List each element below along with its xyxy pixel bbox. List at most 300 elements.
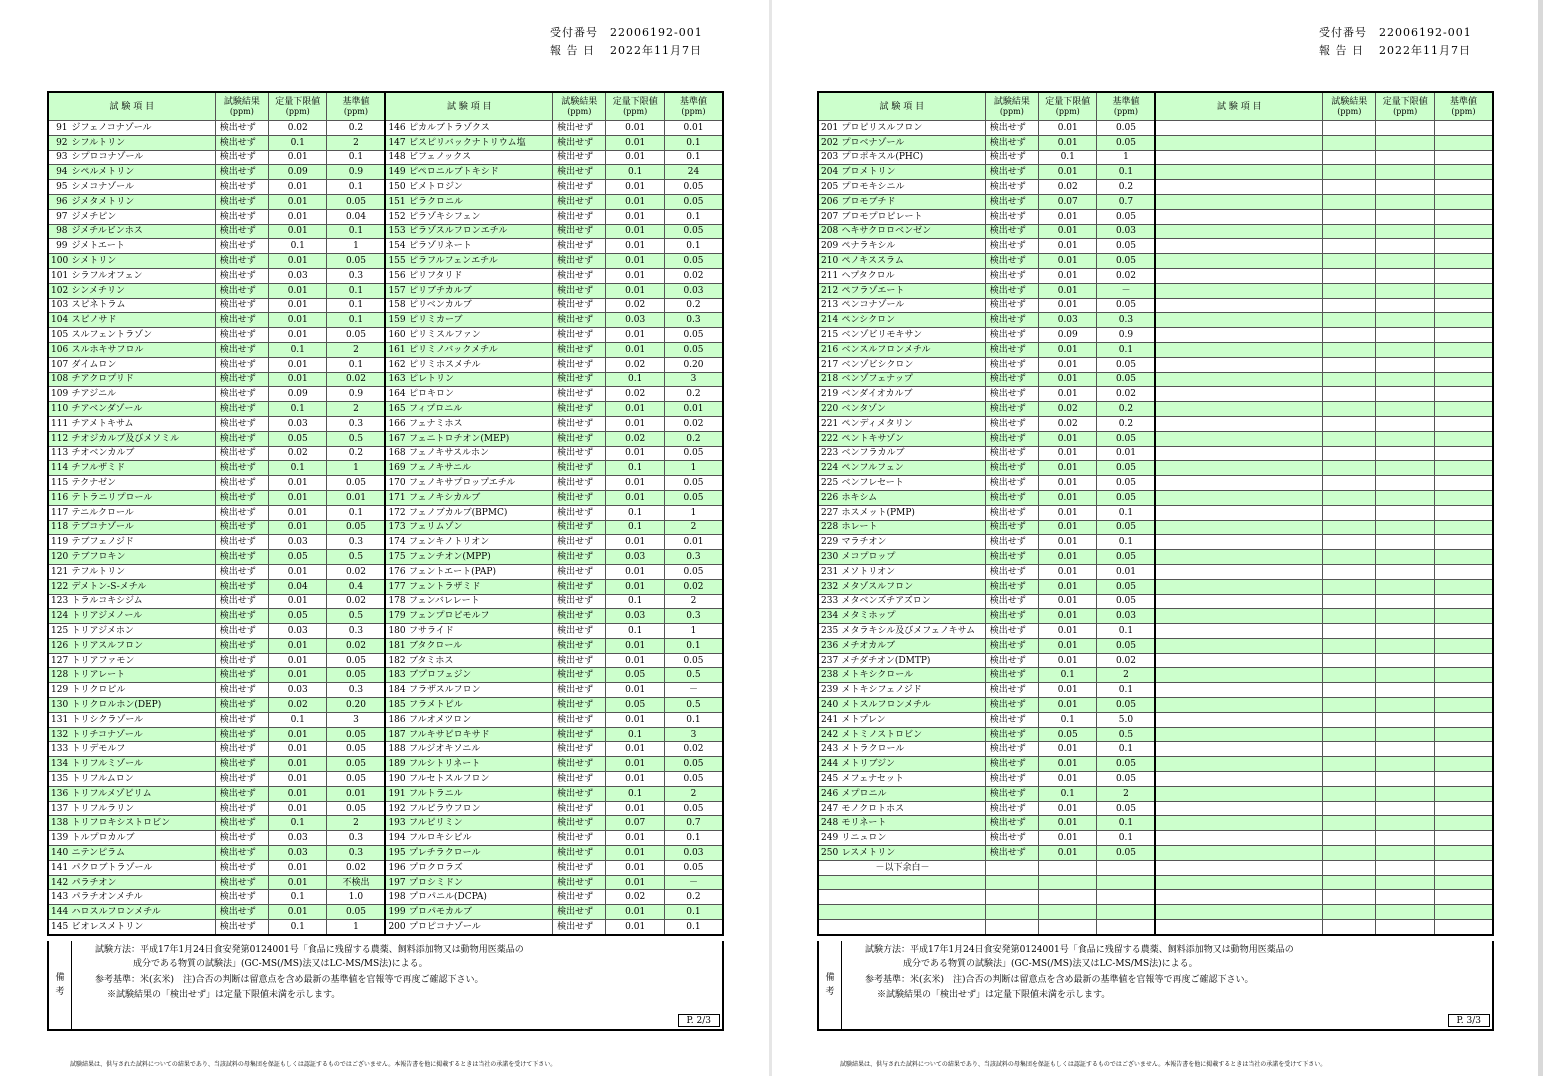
table-row <box>818 609 1493 624</box>
test-result: 検出せず <box>985 180 1038 195</box>
empty-cell <box>1434 638 1493 653</box>
item-name: フェノキサスルホン <box>407 446 553 461</box>
quantitation-limit: 0.01 <box>606 875 664 890</box>
empty-cell <box>1155 653 1177 668</box>
test-result: 検出せず <box>985 357 1038 372</box>
standard-value: 0.05 <box>1097 254 1155 269</box>
item-name: フラザスルフロン <box>407 683 553 698</box>
item-name: メトリブジン <box>840 757 986 772</box>
test-result: 検出せず <box>215 594 268 609</box>
empty-cell <box>985 920 1038 935</box>
empty-cell <box>1323 875 1376 890</box>
test-result: 検出せず <box>215 653 268 668</box>
test-result: 検出せず <box>553 520 606 535</box>
test-result: 検出せず <box>215 742 268 757</box>
empty-cell <box>1155 254 1177 269</box>
item-number: 93 <box>48 150 70 165</box>
quantitation-limit: 0.01 <box>269 786 327 801</box>
item-number: 129 <box>48 683 70 698</box>
test-result: 検出せず <box>553 328 606 343</box>
item-number: 204 <box>818 165 840 180</box>
test-result: 検出せず <box>215 727 268 742</box>
empty-cell <box>1155 313 1177 328</box>
item-name: トリアジメホン <box>70 624 216 639</box>
test-result: 検出せず <box>985 328 1038 343</box>
standard-value: 0.1 <box>327 357 385 372</box>
quantitation-limit: 0.01 <box>269 520 327 535</box>
notes-label: 備 考 <box>819 941 842 1029</box>
empty-cell <box>1155 757 1177 772</box>
test-result: 検出せず <box>553 357 606 372</box>
test-result: 検出せず <box>215 431 268 446</box>
test-result: 検出せず <box>553 402 606 417</box>
empty-cell <box>1434 683 1493 698</box>
table-row <box>818 638 1493 653</box>
quantitation-limit: 0.02 <box>269 446 327 461</box>
item-number: 216 <box>818 342 840 357</box>
table-row <box>818 387 1493 402</box>
test-result: 検出せず <box>553 239 606 254</box>
test-result: 検出せず <box>553 209 606 224</box>
empty-cell <box>1376 875 1434 890</box>
test-result: 検出せず <box>985 653 1038 668</box>
quantitation-limit: 0.01 <box>606 653 664 668</box>
table-row <box>818 342 1493 357</box>
standard-value: 0.02 <box>664 742 723 757</box>
quantitation-limit: 0.01 <box>606 905 664 920</box>
empty-cell <box>1177 372 1323 387</box>
empty-cell <box>1434 476 1493 491</box>
quantitation-limit: 0.1 <box>1039 668 1097 683</box>
table-row <box>48 624 723 639</box>
item-number: 157 <box>385 283 407 298</box>
item-name: ホキシム <box>840 490 986 505</box>
column-header-standard-unit: (ppm) <box>1451 106 1476 116</box>
test-result: 検出せず <box>215 135 268 150</box>
empty-cell <box>1323 920 1376 935</box>
empty-cell <box>1177 801 1323 816</box>
quantitation-limit: 0.09 <box>269 165 327 180</box>
quantitation-limit: 0.01 <box>1039 520 1097 535</box>
item-number: 95 <box>48 180 70 195</box>
item-name: チアジニル <box>70 387 216 402</box>
standard-value: 0.5 <box>1097 727 1155 742</box>
table-row <box>818 905 1493 920</box>
table-row <box>48 209 723 224</box>
item-number: 127 <box>48 653 70 668</box>
table-row <box>818 431 1493 446</box>
item-number: 200 <box>385 920 407 935</box>
standard-value: 2 <box>1097 786 1155 801</box>
standard-value: 0.1 <box>1097 831 1155 846</box>
quantitation-limit: 0.01 <box>269 194 327 209</box>
quantitation-limit: 0.1 <box>269 135 327 150</box>
standard-value: 0.05 <box>664 757 723 772</box>
item-number: 246 <box>818 786 840 801</box>
test-result: 検出せず <box>553 890 606 905</box>
standard-value: 0.1 <box>327 150 385 165</box>
empty-cell <box>1434 505 1493 520</box>
empty-cell <box>1155 387 1177 402</box>
column-header-loq-unit: (ppm) <box>285 106 310 116</box>
standard-value: 0.05 <box>327 742 385 757</box>
column-header-loq-unit: (ppm) <box>623 106 648 116</box>
empty-cell <box>1177 772 1323 787</box>
test-result: 検出せず <box>985 446 1038 461</box>
empty-cell <box>1323 387 1376 402</box>
column-header-result-unit: (ppm) <box>1337 106 1362 116</box>
empty-cell <box>1155 594 1177 609</box>
quantitation-limit: 0.01 <box>606 638 664 653</box>
test-result: 検出せず <box>553 579 606 594</box>
quantitation-limit: 0.01 <box>606 683 664 698</box>
empty-cell <box>1155 342 1177 357</box>
table-row <box>48 268 723 283</box>
receipt-number: 22006192-001 <box>1379 26 1472 39</box>
item-number: 109 <box>48 387 70 402</box>
empty-cell <box>1376 239 1434 254</box>
standard-value: 0.1 <box>327 313 385 328</box>
item-name: トルプロカルブ <box>70 831 216 846</box>
table-row <box>818 150 1493 165</box>
quantitation-limit: 0.01 <box>269 476 327 491</box>
test-result: 検出せず <box>985 831 1038 846</box>
test-result: 検出せず <box>553 875 606 890</box>
empty-cell <box>1155 816 1177 831</box>
empty-cell <box>1155 535 1177 550</box>
item-name: マラチオン <box>840 535 986 550</box>
test-result: 検出せず <box>985 239 1038 254</box>
empty-cell <box>1155 564 1177 579</box>
test-result: 検出せず <box>985 550 1038 565</box>
table-row <box>48 875 723 890</box>
item-name: チアベンダゾール <box>70 402 216 417</box>
empty-cell <box>1434 224 1493 239</box>
empty-cell <box>1177 757 1323 772</box>
standard-value: 0.5 <box>664 698 723 713</box>
item-name: テニルクロール <box>70 505 216 520</box>
item-name: ダイムロン <box>70 357 216 372</box>
empty-cell <box>1177 727 1323 742</box>
standard-value: 1 <box>327 920 385 935</box>
item-name: プロポキスル(PHC) <box>840 150 986 165</box>
standard-value: 2 <box>664 594 723 609</box>
item-number: 201 <box>818 121 840 136</box>
standard-value: 2 <box>327 402 385 417</box>
standard-value: 0.3 <box>327 268 385 283</box>
empty-cell <box>1177 194 1323 209</box>
quantitation-limit: 0.04 <box>269 579 327 594</box>
item-name: メタラキシル及びメフェノキサム <box>840 624 986 639</box>
item-number: 185 <box>385 698 407 713</box>
table-row <box>818 283 1493 298</box>
column-header-standard-title: 基準値 <box>679 96 707 107</box>
item-name: フルロキシピル <box>407 831 553 846</box>
quantitation-limit: 0.09 <box>1039 328 1097 343</box>
item-name: ピラゾリネート <box>407 239 553 254</box>
quantitation-limit: 0.07 <box>606 816 664 831</box>
empty-cell <box>1155 860 1177 875</box>
table-row <box>48 860 723 875</box>
column-header-item: 試 験 項 目 <box>1155 92 1322 121</box>
empty-cell <box>818 905 840 920</box>
empty-cell <box>1323 416 1376 431</box>
test-result: 検出せず <box>215 550 268 565</box>
test-result: 検出せず <box>553 742 606 757</box>
empty-cell <box>1434 535 1493 550</box>
empty-cell <box>1434 357 1493 372</box>
empty-cell <box>1376 165 1434 180</box>
test-result: 検出せず <box>553 505 606 520</box>
quantitation-limit: 0.05 <box>606 668 664 683</box>
quantitation-limit: 0.01 <box>1039 446 1097 461</box>
empty-cell <box>1323 698 1376 713</box>
item-name: ペナラキシル <box>840 239 986 254</box>
item-name: ベンフラカルブ <box>840 446 986 461</box>
empty-cell <box>1434 254 1493 269</box>
test-result: 検出せず <box>985 298 1038 313</box>
item-name: ピレトリン <box>407 372 553 387</box>
empty-cell <box>1376 209 1434 224</box>
item-name: レスメトリン <box>840 846 986 861</box>
empty-cell <box>1376 890 1434 905</box>
table-row <box>818 831 1493 846</box>
empty-cell <box>1155 905 1177 920</box>
test-result: 検出せず <box>215 342 268 357</box>
standard-value: － <box>664 875 723 890</box>
empty-cell <box>1434 846 1493 861</box>
item-number: 198 <box>385 890 407 905</box>
empty-cell <box>1323 194 1376 209</box>
empty-cell <box>1177 387 1323 402</box>
standard-value: 0.02 <box>327 594 385 609</box>
empty-cell <box>1323 801 1376 816</box>
empty-cell <box>1177 239 1323 254</box>
standard-value: 0.3 <box>664 550 723 565</box>
item-name: テブコナゾール <box>70 520 216 535</box>
item-name: ビメトロジン <box>407 180 553 195</box>
test-result: 検出せず <box>985 313 1038 328</box>
quantitation-limit: 0.01 <box>1039 283 1097 298</box>
table-row <box>818 180 1493 195</box>
item-name: ピリミスルファン <box>407 328 553 343</box>
item-number: 145 <box>48 920 70 935</box>
table-row <box>48 594 723 609</box>
test-result: 検出せず <box>215 860 268 875</box>
item-name: フルオメツロン <box>407 712 553 727</box>
quantitation-limit: 0.01 <box>606 831 664 846</box>
item-name: フェナミホス <box>407 416 553 431</box>
standard-value: 0.05 <box>1097 476 1155 491</box>
item-name: チオジカルブ及びメソミル <box>70 431 216 446</box>
empty-cell <box>1434 831 1493 846</box>
test-result: 検出せず <box>985 594 1038 609</box>
item-number: 248 <box>818 816 840 831</box>
test-result: 検出せず <box>215 165 268 180</box>
item-number: 203 <box>818 150 840 165</box>
table-row <box>818 135 1493 150</box>
empty-cell <box>1323 135 1376 150</box>
test-result: 検出せず <box>553 135 606 150</box>
empty-cell <box>1376 638 1434 653</box>
standard-value: 0.5 <box>327 550 385 565</box>
empty-cell <box>1376 683 1434 698</box>
empty-cell <box>1155 328 1177 343</box>
table-row <box>48 283 723 298</box>
test-result: 検出せず <box>985 609 1038 624</box>
empty-cell <box>1323 890 1376 905</box>
test-result: 検出せず <box>553 372 606 387</box>
quantitation-limit: 0.01 <box>606 772 664 787</box>
quantitation-limit: 0.01 <box>1039 624 1097 639</box>
empty-cell <box>1376 816 1434 831</box>
empty-cell <box>1376 698 1434 713</box>
table-row <box>818 446 1493 461</box>
item-number: 148 <box>385 150 407 165</box>
table-row <box>48 224 723 239</box>
table-row <box>48 831 723 846</box>
item-number: 116 <box>48 490 70 505</box>
item-number: 94 <box>48 165 70 180</box>
test-result: 検出せず <box>553 165 606 180</box>
standard-value: 0.1 <box>1097 816 1155 831</box>
item-name: メトスルフロンメチル <box>840 698 986 713</box>
quantitation-limit: 0.01 <box>1039 816 1097 831</box>
item-number: 241 <box>818 712 840 727</box>
quantitation-limit: 0.03 <box>606 609 664 624</box>
item-number: 168 <box>385 446 407 461</box>
standard-value: 0.7 <box>1097 194 1155 209</box>
standard-value: 0.3 <box>327 846 385 861</box>
table-row <box>48 313 723 328</box>
empty-cell <box>1155 786 1177 801</box>
test-result: 検出せず <box>215 446 268 461</box>
standard-value: 0.05 <box>1097 698 1155 713</box>
item-name: ピラフルフェンエチル <box>407 254 553 269</box>
empty-cell <box>1177 150 1323 165</box>
empty-cell <box>1177 180 1323 195</box>
empty-cell <box>1376 920 1434 935</box>
empty-cell <box>1434 550 1493 565</box>
item-number: 207 <box>818 209 840 224</box>
quantitation-limit: 0.09 <box>269 387 327 402</box>
quantitation-limit: 0.05 <box>606 698 664 713</box>
item-number: 105 <box>48 328 70 343</box>
quantitation-limit: 0.01 <box>1039 387 1097 402</box>
table-row <box>818 624 1493 639</box>
item-name: ピリミノバックメチル <box>407 342 553 357</box>
test-result: 検出せず <box>553 594 606 609</box>
empty-cell <box>1155 165 1177 180</box>
column-header-standard-title: 基準値 <box>1112 96 1140 107</box>
test-result: 検出せず <box>553 446 606 461</box>
item-name: プロシミドン <box>407 875 553 890</box>
item-number: 152 <box>385 209 407 224</box>
table-row <box>818 875 1493 890</box>
item-number: 192 <box>385 801 407 816</box>
quantitation-limit: 0.01 <box>606 757 664 772</box>
item-number: 249 <box>818 831 840 846</box>
empty-cell <box>1434 431 1493 446</box>
standard-value: 0.3 <box>327 831 385 846</box>
item-number: 238 <box>818 668 840 683</box>
item-number: 175 <box>385 550 407 565</box>
empty-cell <box>1434 698 1493 713</box>
test-result: 検出せず <box>553 298 606 313</box>
reference-standard: 参考基準：米(玄米) 注)合否の判断は留意点を含め最新の基準値を官報等で再度ご確認下さい。 <box>865 975 1254 985</box>
item-name: ハロスルフロンメチル <box>70 905 216 920</box>
standard-value: 0.05 <box>327 194 385 209</box>
item-name: ピラゾスルフロンエチル <box>407 224 553 239</box>
test-result: 検出せず <box>985 402 1038 417</box>
item-name: メトキシフェノジド <box>840 683 986 698</box>
empty-cell <box>1434 121 1493 136</box>
standard-value: 0.01 <box>327 490 385 505</box>
quantitation-limit: 0.01 <box>269 668 327 683</box>
test-result: 検出せず <box>985 624 1038 639</box>
empty-cell <box>840 890 986 905</box>
table-row <box>48 638 723 653</box>
table-row <box>818 757 1493 772</box>
quantitation-limit: 0.1 <box>606 786 664 801</box>
table-row <box>48 816 723 831</box>
empty-cell <box>985 890 1038 905</box>
test-result: 検出せず <box>553 194 606 209</box>
table-row <box>48 357 723 372</box>
empty-cell <box>985 875 1038 890</box>
column-header-result-unit: (ppm) <box>567 106 592 116</box>
empty-cell <box>1177 624 1323 639</box>
standard-value: － <box>664 683 723 698</box>
item-number: 245 <box>818 772 840 787</box>
item-number: 229 <box>818 535 840 550</box>
quantitation-limit: 0.01 <box>1039 757 1097 772</box>
item-number: 213 <box>818 298 840 313</box>
table-row <box>48 846 723 861</box>
item-name: ベンダイオカルブ <box>840 387 986 402</box>
quantitation-limit: 0.01 <box>606 180 664 195</box>
item-number: 202 <box>818 135 840 150</box>
table-row <box>818 372 1493 387</box>
item-name: トリアスルフロン <box>70 638 216 653</box>
test-result: 検出せず <box>553 283 606 298</box>
item-number: 154 <box>385 239 407 254</box>
item-number: 99 <box>48 239 70 254</box>
standard-value: 0.5 <box>664 668 723 683</box>
result-note: ※試験結果の「検出せず」は定量下限値未満を示します。 <box>877 990 1111 1000</box>
standard-value: 0.02 <box>664 579 723 594</box>
item-number: 171 <box>385 490 407 505</box>
empty-cell <box>1434 624 1493 639</box>
empty-cell <box>1434 268 1493 283</box>
item-number: 182 <box>385 653 407 668</box>
test-result: 検出せず <box>985 194 1038 209</box>
empty-cell <box>1376 801 1434 816</box>
empty-cell <box>1323 757 1376 772</box>
empty-cell <box>1155 801 1177 816</box>
empty-cell <box>1323 298 1376 313</box>
empty-cell <box>1376 194 1434 209</box>
empty-cell <box>1434 328 1493 343</box>
quantitation-limit: 0.01 <box>269 357 327 372</box>
empty-cell <box>1177 890 1323 905</box>
empty-cell <box>1177 431 1323 446</box>
quantitation-limit: 0.01 <box>269 860 327 875</box>
empty-cell <box>1177 905 1323 920</box>
item-name: ブロメトリン <box>840 165 986 180</box>
empty-cell <box>1434 668 1493 683</box>
item-number: 205 <box>818 180 840 195</box>
